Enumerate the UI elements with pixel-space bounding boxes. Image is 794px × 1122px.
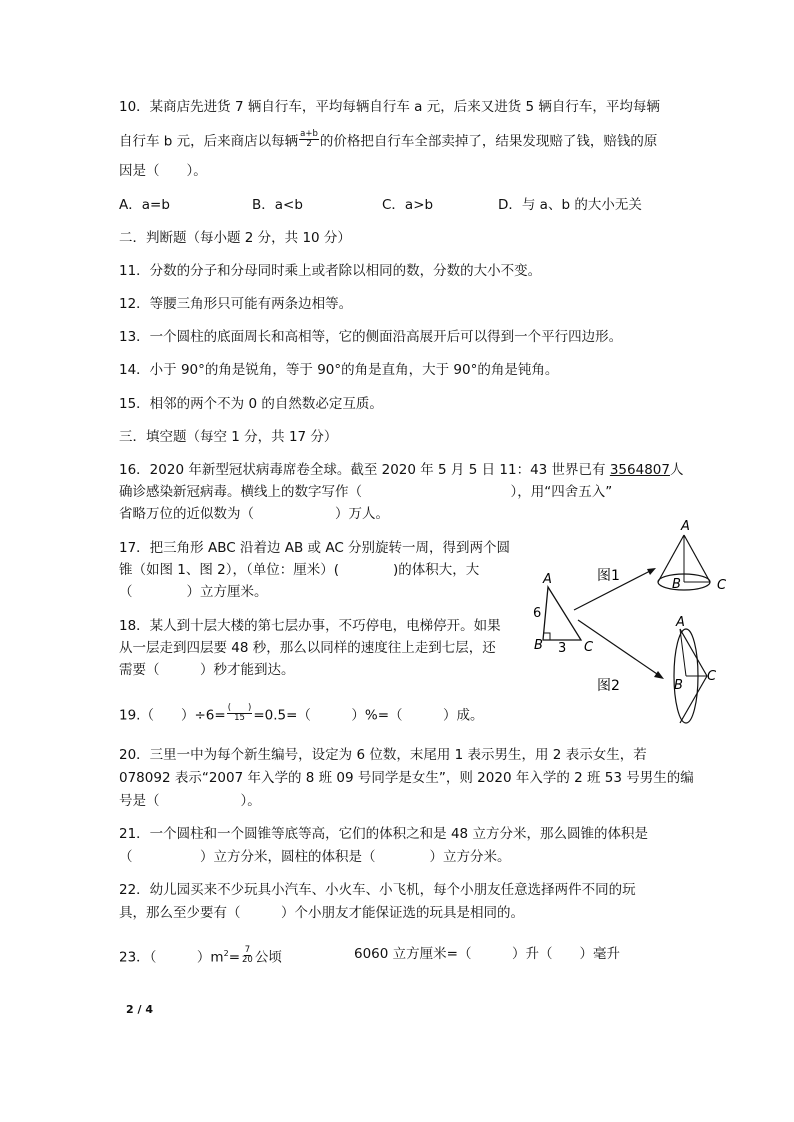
q10-line3: 因是（ ）。: [119, 163, 207, 179]
q23-equals: =: [228, 949, 240, 966]
q10-option-c: C．a>b: [382, 197, 434, 213]
q19-frac-den: 15: [234, 713, 245, 723]
q10-frac-num: a+b: [300, 129, 318, 139]
q17-line2: 锥（如图 1、图 2），（单位：厘米）( )的体积大，大: [119, 562, 480, 578]
right-triangle-abc: [543, 587, 581, 640]
cone1-label-b: B: [672, 577, 681, 592]
section-2-heading: 二．判断题（每小题 2 分，共 10 分）: [119, 230, 351, 246]
q10-line1: 10．某商店先进货 7 辆自行车，平均每辆自行车 a 元，后来又进货 5 辆自行车，平均每辆: [119, 99, 660, 115]
q10-frac-den: 2: [306, 139, 312, 149]
cone-figure-2: [674, 629, 707, 723]
cone2-label-b: B: [674, 678, 683, 693]
triangle-base-label: 3: [558, 641, 567, 656]
q10-option-d: D．与 a、b 的大小无关: [498, 197, 642, 213]
q14: 14．小于 90°的角是锐角，等于 90°的角是直角，大于 90°的角是钝角。: [119, 362, 559, 378]
q21-line1: 21．一个圆柱和一个圆锥等底等高，它们的体积之和是 48 立方分米，那么圆锥的体积是: [119, 826, 648, 842]
triangle-label-a: A: [543, 572, 552, 587]
q19-start: 19.（ ）÷6=: [119, 707, 226, 724]
q17-line1: 17．把三角形 ABC 沿着边 AB 或 AC 分别旋转一周，得到两个圆: [119, 540, 511, 556]
q10-line2: [119, 129, 658, 151]
q16-line1-start: 16．2020 年新型冠状病毒席卷全球。截至 2020 年 5 月 5 日 11：43 世界已有: [119, 462, 606, 478]
q10-line2-end: 的价格把自行车全部卖掉了，结果发现赔了钱，赔钱的原: [319, 133, 658, 150]
q16-line3: 省略万位的近似数为（ ）万人。: [119, 506, 389, 522]
q18-line1: 18．某人到十层大楼的第七层办事，不巧停电，电梯停开。如果: [119, 618, 501, 634]
cone-figure-1: [658, 535, 710, 590]
q10-fraction: [299, 130, 319, 149]
section-3-heading: 三．填空题（每空 1 分，共 17 分）: [119, 429, 338, 445]
q20-line1: 20．三里一中为每个新生编号，设定为 6 位数，末尾用 1 表示男生，用 2 表示女生，若: [119, 747, 647, 763]
figure-2-label: 图2: [597, 678, 620, 694]
q10-option-b: B．a<b: [252, 197, 303, 213]
q11: 11．分数的分子和分母同时乘上或者除以相同的数，分数的大小不变。: [119, 263, 542, 279]
triangle-label-b: B: [534, 638, 543, 653]
q18-line3: 需要（ ）秒才能到达。: [119, 662, 295, 678]
q20-line2: 078092 表示“2007 年入学的 8 班 09 号同学是女生”，则 2020 年入学的 2 班 53 号男生的编: [119, 770, 694, 786]
q16-line1: [119, 461, 683, 479]
q17-line3: （ ）立方厘米。: [119, 584, 268, 600]
q10-option-a: A．a=b: [119, 197, 170, 213]
q13: 13．一个圆柱的底面周长和高相等，它的侧面沿高展开后可以得到一个平行四边形。: [119, 329, 623, 345]
geometry-figure: [520, 510, 740, 730]
q23: [119, 945, 282, 967]
q16-underlined-number: 3564807: [609, 462, 670, 478]
q16-line1-end: 人: [669, 462, 684, 478]
q12: 12．等腰三角形只可能有两条边相等。: [119, 296, 353, 312]
cone2-label-a: A: [676, 615, 685, 630]
triangle-label-c: C: [584, 640, 594, 655]
q21-line2: （ ）立方分米，圆柱的体积是（ ）立方分米。: [119, 849, 511, 865]
cone1-label-c: C: [717, 578, 727, 593]
q23-frac-den: 20: [242, 955, 253, 965]
q15: 15．相邻的两个不为 0 的自然数必定互质。: [119, 396, 383, 412]
q23-frac-num: 7: [244, 945, 251, 955]
q16-line2: 确诊感染新冠病毒。横线上的数字写作（ ），用“四舍五入”: [119, 484, 613, 500]
q10-line2-start: 自行车 b 元，后来商店以每辆: [119, 133, 299, 150]
q23-fraction: [241, 946, 254, 965]
q23-unit: 公顷: [254, 949, 282, 966]
triangle-height-label: 6: [533, 606, 542, 621]
page-number: 2 / 4: [126, 1003, 153, 1016]
q23-start: 23．（ ）m: [119, 949, 224, 966]
q19-frac-num: ( ): [227, 703, 252, 713]
cone2-label-c: C: [707, 669, 717, 684]
figure-1-label: 图1: [597, 568, 620, 584]
cone1-label-a: A: [681, 519, 690, 534]
q20-line3: 号是（ ）。: [119, 793, 261, 809]
q23-volume-part: 6060 立方厘米=（ ）升（ ）毫升: [354, 946, 620, 962]
q19: [119, 703, 484, 725]
q18-line2: 从一层走到四层要 48 秒，那么以同样的速度往上走到七层，还: [119, 640, 496, 656]
q22-line2: 具，那么至少要有（ ）个小朋友才能保证选的玩具是相同的。: [119, 905, 524, 921]
q19-fraction: [227, 704, 253, 723]
q19-end: =0.5=（ ）%=（ ）成。: [253, 707, 484, 724]
q22-line1: 22．幼儿园买来不少玩具小汽车、小火车、小飞机，每个小朋友任意选择两件不同的玩: [119, 882, 636, 898]
q23-superscript: 2: [223, 949, 229, 958]
